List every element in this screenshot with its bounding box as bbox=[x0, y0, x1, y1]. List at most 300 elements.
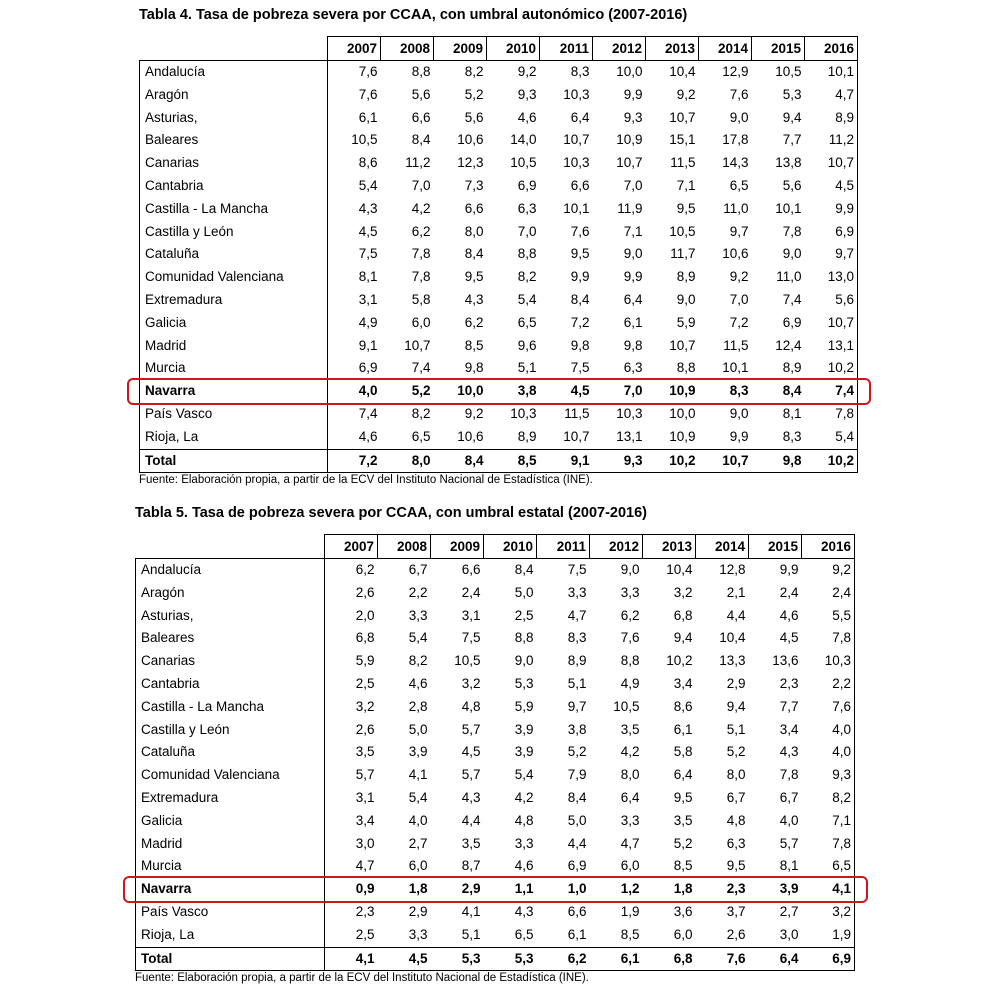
value-cell: 7,4 bbox=[805, 380, 858, 403]
value-cell: 10,7 bbox=[616, 155, 643, 171]
value-cell: 3,4 bbox=[673, 675, 693, 691]
region-name: Cataluña bbox=[140, 243, 328, 266]
value-cell: 2,7 bbox=[779, 903, 799, 919]
value-cell: 6,9 bbox=[805, 221, 858, 244]
region-name: Andalucía bbox=[136, 559, 325, 582]
value-cell: 8,0 bbox=[620, 767, 640, 783]
value-cell: 5,6 bbox=[411, 86, 431, 102]
header-corner bbox=[140, 37, 328, 61]
value-cell: 8,8 bbox=[514, 630, 534, 646]
value-cell: 10,9 bbox=[669, 428, 696, 444]
value-cell: 5,1 bbox=[726, 721, 746, 737]
value-cell: 6,5 bbox=[802, 855, 855, 878]
value-cell: 2,8 bbox=[408, 698, 428, 714]
value-cell: 6,5 bbox=[411, 428, 431, 444]
value-cell: 6,8 bbox=[643, 947, 696, 971]
value-cell: 4,6 bbox=[779, 607, 799, 623]
region-name: Baleares bbox=[136, 627, 325, 650]
value-cell: 12,3 bbox=[457, 155, 484, 171]
value-cell: 13,0 bbox=[805, 266, 858, 289]
value-cell: 9,3 bbox=[517, 86, 537, 102]
value-cell: 6,4 bbox=[749, 947, 802, 971]
value-cell: 3,6 bbox=[673, 903, 693, 919]
value-cell: 7,5 bbox=[358, 246, 378, 262]
value-cell: 9,9 bbox=[805, 198, 858, 221]
value-cell: 7,4 bbox=[411, 360, 431, 376]
year-header: 2012 bbox=[590, 535, 643, 559]
value-cell: 9,7 bbox=[567, 698, 587, 714]
value-cell: 9,8 bbox=[752, 449, 805, 473]
value-cell: 8,3 bbox=[782, 428, 802, 444]
value-cell: 9,4 bbox=[673, 630, 693, 646]
region-name: Extremadura bbox=[140, 289, 328, 312]
value-cell: 6,6 bbox=[464, 200, 484, 216]
value-cell: 9,0 bbox=[676, 291, 696, 307]
value-cell: 3,3 bbox=[567, 584, 587, 600]
value-cell: 10,4 bbox=[643, 559, 696, 582]
value-cell: 10,7 bbox=[669, 337, 696, 353]
value-cell: 9,3 bbox=[623, 109, 643, 125]
region-name: Galicia bbox=[136, 810, 325, 833]
value-cell: 3,3 bbox=[620, 812, 640, 828]
year-header: 2009 bbox=[434, 37, 487, 61]
table-row bbox=[140, 403, 858, 426]
value-cell: 4,0 bbox=[358, 383, 378, 399]
value-cell: 8,5 bbox=[620, 926, 640, 942]
table-4-header-row bbox=[140, 37, 858, 61]
value-cell: 3,4 bbox=[779, 721, 799, 737]
region-name: Total bbox=[136, 947, 325, 971]
value-cell: 9,7 bbox=[805, 243, 858, 266]
value-cell: 7,8 bbox=[802, 833, 855, 856]
value-cell: 5,8 bbox=[411, 291, 431, 307]
value-cell: 6,7 bbox=[378, 559, 431, 582]
year-header: 2013 bbox=[643, 535, 696, 559]
value-cell: 10,5 bbox=[669, 223, 696, 239]
value-cell: 10,7 bbox=[563, 428, 590, 444]
value-cell: 2,3 bbox=[355, 903, 375, 919]
value-cell: 1,0 bbox=[567, 881, 587, 897]
value-cell: 9,5 bbox=[570, 246, 590, 262]
value-cell: 7,6 bbox=[358, 86, 378, 102]
value-cell: 3,5 bbox=[461, 835, 481, 851]
value-cell: 9,2 bbox=[487, 61, 540, 84]
table-row bbox=[136, 810, 855, 833]
value-cell: 5,2 bbox=[411, 383, 431, 399]
value-cell: 7,8 bbox=[779, 767, 799, 783]
table-row bbox=[140, 357, 858, 380]
value-cell: 4,6 bbox=[514, 858, 534, 874]
value-cell: 9,9 bbox=[749, 559, 802, 582]
value-cell: 6,3 bbox=[726, 835, 746, 851]
table-row bbox=[136, 582, 855, 605]
value-cell: 10,2 bbox=[646, 449, 699, 473]
value-cell: 3,8 bbox=[517, 383, 537, 399]
value-cell: 9,0 bbox=[514, 653, 534, 669]
value-cell: 12,9 bbox=[699, 61, 752, 84]
value-cell: 8,6 bbox=[358, 155, 378, 171]
region-name: Extremadura bbox=[136, 787, 325, 810]
value-cell: 10,7 bbox=[563, 132, 590, 148]
value-cell: 3,1 bbox=[355, 789, 375, 805]
value-cell: 7,7 bbox=[782, 132, 802, 148]
value-cell: 5,9 bbox=[676, 314, 696, 330]
value-cell: 4,1 bbox=[325, 947, 378, 971]
value-cell: 3,0 bbox=[355, 835, 375, 851]
value-cell: 11,0 bbox=[723, 200, 749, 216]
value-cell: 3,3 bbox=[620, 584, 640, 600]
table-row bbox=[136, 855, 855, 878]
value-cell: 6,0 bbox=[408, 858, 428, 874]
table-row bbox=[136, 787, 855, 810]
value-cell: 2,5 bbox=[355, 926, 375, 942]
value-cell: 5,4 bbox=[805, 426, 858, 449]
value-cell: 5,0 bbox=[567, 812, 587, 828]
value-cell: 10,0 bbox=[457, 383, 484, 399]
value-cell: 4,0 bbox=[779, 812, 799, 828]
value-cell: 9,9 bbox=[570, 269, 590, 285]
table-5-block bbox=[135, 504, 855, 984]
table-row bbox=[140, 129, 858, 152]
value-cell: 3,1 bbox=[461, 607, 481, 623]
value-cell: 4,6 bbox=[358, 428, 378, 444]
value-cell: 7,5 bbox=[570, 360, 590, 376]
region-name: Canarias bbox=[136, 650, 325, 673]
value-cell: 4,3 bbox=[779, 744, 799, 760]
value-cell: 7,0 bbox=[517, 223, 537, 239]
value-cell: 4,3 bbox=[358, 200, 378, 216]
value-cell: 6,8 bbox=[355, 630, 375, 646]
value-cell: 3,1 bbox=[358, 291, 378, 307]
value-cell: 4,3 bbox=[464, 291, 484, 307]
value-cell: 1,8 bbox=[408, 881, 428, 897]
value-cell: 9,4 bbox=[726, 698, 746, 714]
value-cell: 3,2 bbox=[461, 675, 481, 691]
value-cell: 6,9 bbox=[782, 314, 802, 330]
value-cell: 10,7 bbox=[805, 312, 858, 335]
value-cell: 7,0 bbox=[623, 177, 643, 193]
value-cell: 3,7 bbox=[726, 903, 746, 919]
value-cell: 7,6 bbox=[802, 696, 855, 719]
region-name: Canarias bbox=[140, 152, 328, 175]
value-cell: 10,1 bbox=[775, 200, 802, 216]
value-cell: 8,9 bbox=[805, 107, 858, 130]
value-cell: 1,9 bbox=[620, 903, 640, 919]
value-cell: 10,2 bbox=[805, 449, 858, 473]
value-cell: 8,1 bbox=[782, 405, 802, 421]
value-cell: 4,1 bbox=[802, 878, 855, 901]
region-name: Navarra bbox=[140, 380, 328, 403]
table-row bbox=[136, 559, 855, 582]
value-cell: 5,4 bbox=[408, 630, 428, 646]
table-4 bbox=[139, 36, 858, 473]
value-cell: 9,9 bbox=[623, 269, 643, 285]
value-cell: 10,5 bbox=[613, 698, 640, 714]
value-cell: 5,0 bbox=[514, 584, 534, 600]
value-cell: 9,8 bbox=[464, 360, 484, 376]
value-cell: 7,5 bbox=[461, 630, 481, 646]
region-name: Castilla - La Mancha bbox=[136, 696, 325, 719]
region-name: Asturias, bbox=[136, 605, 325, 628]
value-cell: 4,0 bbox=[802, 719, 855, 742]
value-cell: 17,8 bbox=[722, 132, 749, 148]
year-header: 2013 bbox=[646, 37, 699, 61]
year-header: 2008 bbox=[378, 535, 431, 559]
value-cell: 11,5 bbox=[564, 405, 590, 421]
value-cell: 6,4 bbox=[620, 789, 640, 805]
value-cell: 8,2 bbox=[408, 653, 428, 669]
region-name: Murcia bbox=[136, 855, 325, 878]
value-cell: 8,4 bbox=[484, 559, 537, 582]
value-cell: 9,5 bbox=[676, 200, 696, 216]
value-cell: 10,9 bbox=[616, 132, 643, 148]
value-cell: 6,5 bbox=[517, 314, 537, 330]
value-cell: 2,2 bbox=[408, 584, 428, 600]
value-cell: 15,1 bbox=[669, 132, 696, 148]
value-cell: 6,9 bbox=[567, 858, 587, 874]
value-cell: 7,6 bbox=[696, 947, 749, 971]
value-cell: 7,6 bbox=[570, 223, 590, 239]
value-cell: 4,2 bbox=[514, 789, 534, 805]
value-cell: 5,3 bbox=[431, 947, 484, 971]
value-cell: 8,7 bbox=[461, 858, 481, 874]
region-name: Cataluña bbox=[136, 741, 325, 764]
value-cell: 7,0 bbox=[411, 177, 431, 193]
value-cell: 3,3 bbox=[408, 926, 428, 942]
value-cell: 2,6 bbox=[726, 926, 746, 942]
value-cell: 8,3 bbox=[567, 630, 587, 646]
value-cell: 5,8 bbox=[673, 744, 693, 760]
value-cell: 8,3 bbox=[729, 383, 749, 399]
value-cell: 4,5 bbox=[461, 744, 481, 760]
value-cell: 2,9 bbox=[461, 881, 481, 897]
value-cell: 7,1 bbox=[623, 223, 643, 239]
value-cell: 10,2 bbox=[666, 653, 693, 669]
value-cell: 4,7 bbox=[355, 858, 375, 874]
value-cell: 9,0 bbox=[729, 405, 749, 421]
value-cell: 5,0 bbox=[408, 721, 428, 737]
value-cell: 3,9 bbox=[408, 744, 428, 760]
value-cell: 6,1 bbox=[590, 947, 643, 971]
table-row bbox=[140, 107, 858, 130]
value-cell: 12,8 bbox=[696, 559, 749, 582]
value-cell: 10,9 bbox=[669, 383, 696, 399]
value-cell: 13,1 bbox=[805, 335, 858, 358]
value-cell: 6,3 bbox=[623, 360, 643, 376]
value-cell: 8,4 bbox=[570, 291, 590, 307]
table-5-caption: Tabla 5. Tasa de pobreza severa por CCAA, con umbral estatal (2007-2016) bbox=[135, 505, 647, 521]
value-cell: 10,6 bbox=[722, 246, 749, 262]
value-cell: 8,5 bbox=[487, 449, 540, 473]
value-cell: 4,1 bbox=[461, 903, 481, 919]
value-cell: 3,3 bbox=[514, 835, 534, 851]
region-name: Galicia bbox=[140, 312, 328, 335]
value-cell: 4,0 bbox=[408, 812, 428, 828]
value-cell: 2,0 bbox=[355, 607, 375, 623]
region-name: Rioja, La bbox=[140, 426, 328, 449]
year-header: 2012 bbox=[593, 37, 646, 61]
region-name: Cantabria bbox=[140, 175, 328, 198]
value-cell: 5,2 bbox=[567, 744, 587, 760]
table-row bbox=[136, 741, 855, 764]
table-row bbox=[140, 84, 858, 107]
region-name: Murcia bbox=[140, 357, 328, 380]
value-cell: 4,8 bbox=[461, 698, 481, 714]
table-row bbox=[140, 312, 858, 335]
value-cell: 12,4 bbox=[775, 337, 802, 353]
value-cell: 2,4 bbox=[779, 584, 799, 600]
value-cell: 13,3 bbox=[719, 653, 746, 669]
value-cell: 5,1 bbox=[517, 360, 537, 376]
value-cell: 7,8 bbox=[411, 269, 431, 285]
value-cell: 6,0 bbox=[673, 926, 693, 942]
table-row bbox=[136, 673, 855, 696]
table-row bbox=[140, 198, 858, 221]
value-cell: 5,7 bbox=[355, 767, 375, 783]
value-cell: 8,2 bbox=[802, 787, 855, 810]
value-cell: 4,5 bbox=[378, 947, 431, 971]
year-header: 2014 bbox=[699, 37, 752, 61]
table-row bbox=[136, 719, 855, 742]
value-cell: 7,8 bbox=[802, 627, 855, 650]
value-cell: 9,5 bbox=[464, 269, 484, 285]
value-cell: 10,7 bbox=[669, 109, 696, 125]
value-cell: 0,9 bbox=[355, 881, 375, 897]
value-cell: 3,9 bbox=[514, 744, 534, 760]
value-cell: 1,1 bbox=[514, 881, 534, 897]
value-cell: 9,0 bbox=[782, 246, 802, 262]
value-cell: 3,9 bbox=[514, 721, 534, 737]
value-cell: 4,3 bbox=[461, 789, 481, 805]
value-cell: 11,7 bbox=[670, 246, 696, 262]
table-row bbox=[140, 61, 858, 84]
value-cell: 6,0 bbox=[411, 314, 431, 330]
value-cell: 8,2 bbox=[517, 269, 537, 285]
value-cell: 2,6 bbox=[355, 584, 375, 600]
table-5 bbox=[135, 534, 855, 971]
value-cell: 9,4 bbox=[782, 109, 802, 125]
value-cell: 8,4 bbox=[434, 449, 487, 473]
region-name: Aragón bbox=[140, 84, 328, 107]
value-cell: 8,2 bbox=[411, 405, 431, 421]
value-cell: 5,4 bbox=[358, 177, 378, 193]
value-cell: 9,2 bbox=[464, 405, 484, 421]
value-cell: 2,4 bbox=[461, 584, 481, 600]
value-cell: 4,8 bbox=[726, 812, 746, 828]
value-cell: 3,5 bbox=[355, 744, 375, 760]
value-cell: 10,0 bbox=[593, 61, 646, 84]
region-name: Madrid bbox=[140, 335, 328, 358]
total-row bbox=[140, 449, 858, 473]
value-cell: 9,0 bbox=[623, 246, 643, 262]
value-cell: 7,6 bbox=[620, 630, 640, 646]
year-header: 2015 bbox=[752, 37, 805, 61]
value-cell: 6,8 bbox=[673, 607, 693, 623]
value-cell: 8,6 bbox=[673, 698, 693, 714]
value-cell: 4,7 bbox=[620, 835, 640, 851]
value-cell: 8,0 bbox=[464, 223, 484, 239]
region-name: País Vasco bbox=[136, 901, 325, 924]
total-row bbox=[136, 947, 855, 971]
value-cell: 6,1 bbox=[623, 314, 643, 330]
value-cell: 4,9 bbox=[358, 314, 378, 330]
value-cell: 9,0 bbox=[729, 109, 749, 125]
value-cell: 6,6 bbox=[567, 903, 587, 919]
value-cell: 4,0 bbox=[802, 741, 855, 764]
value-cell: 9,6 bbox=[517, 337, 537, 353]
value-cell: 4,8 bbox=[514, 812, 534, 828]
value-cell: 8,1 bbox=[358, 269, 378, 285]
value-cell: 7,3 bbox=[464, 177, 484, 193]
value-cell: 7,2 bbox=[729, 314, 749, 330]
region-name: Comunidad Valenciana bbox=[140, 266, 328, 289]
value-cell: 4,6 bbox=[408, 675, 428, 691]
value-cell: 4,7 bbox=[805, 84, 858, 107]
value-cell: 7,6 bbox=[328, 61, 381, 84]
table-row bbox=[136, 764, 855, 787]
value-cell: 5,4 bbox=[408, 789, 428, 805]
value-cell: 8,8 bbox=[620, 653, 640, 669]
value-cell: 2,3 bbox=[779, 675, 799, 691]
table-row bbox=[136, 627, 855, 650]
value-cell: 8,5 bbox=[464, 337, 484, 353]
value-cell: 3,2 bbox=[673, 584, 693, 600]
region-name: Andalucía bbox=[140, 61, 328, 84]
table-row bbox=[136, 696, 855, 719]
value-cell: 7,5 bbox=[537, 559, 590, 582]
value-cell: 2,5 bbox=[514, 607, 534, 623]
value-cell: 5,1 bbox=[461, 926, 481, 942]
value-cell: 2,9 bbox=[408, 903, 428, 919]
value-cell: 8,9 bbox=[567, 653, 587, 669]
value-cell: 11,5 bbox=[723, 337, 749, 353]
value-cell: 6,1 bbox=[673, 721, 693, 737]
value-cell: 9,9 bbox=[729, 428, 749, 444]
value-cell: 9,3 bbox=[802, 764, 855, 787]
year-header: 2007 bbox=[328, 37, 381, 61]
value-cell: 14,0 bbox=[510, 132, 537, 148]
value-cell: 9,0 bbox=[590, 559, 643, 582]
value-cell: 6,6 bbox=[431, 559, 484, 582]
value-cell: 3,3 bbox=[408, 607, 428, 623]
value-cell: 10,1 bbox=[805, 61, 858, 84]
table-row bbox=[136, 605, 855, 628]
value-cell: 7,2 bbox=[570, 314, 590, 330]
table-row bbox=[140, 152, 858, 175]
value-cell: 2,2 bbox=[802, 673, 855, 696]
value-cell: 9,2 bbox=[676, 86, 696, 102]
value-cell: 7,9 bbox=[567, 767, 587, 783]
value-cell: 7,0 bbox=[623, 383, 643, 399]
table-row bbox=[136, 650, 855, 673]
value-cell: 4,1 bbox=[408, 767, 428, 783]
value-cell: 5,2 bbox=[673, 835, 693, 851]
value-cell: 10,1 bbox=[563, 200, 590, 216]
value-cell: 4,4 bbox=[567, 835, 587, 851]
value-cell: 5,3 bbox=[514, 675, 534, 691]
value-cell: 6,4 bbox=[623, 291, 643, 307]
year-header: 2007 bbox=[325, 535, 378, 559]
value-cell: 7,1 bbox=[676, 177, 696, 193]
table-row bbox=[140, 175, 858, 198]
value-cell: 2,7 bbox=[408, 835, 428, 851]
value-cell: 10,5 bbox=[752, 61, 805, 84]
value-cell: 5,7 bbox=[461, 767, 481, 783]
value-cell: 9,8 bbox=[570, 337, 590, 353]
value-cell: 5,4 bbox=[514, 767, 534, 783]
value-cell: 8,8 bbox=[381, 61, 434, 84]
value-cell: 6,5 bbox=[514, 926, 534, 942]
